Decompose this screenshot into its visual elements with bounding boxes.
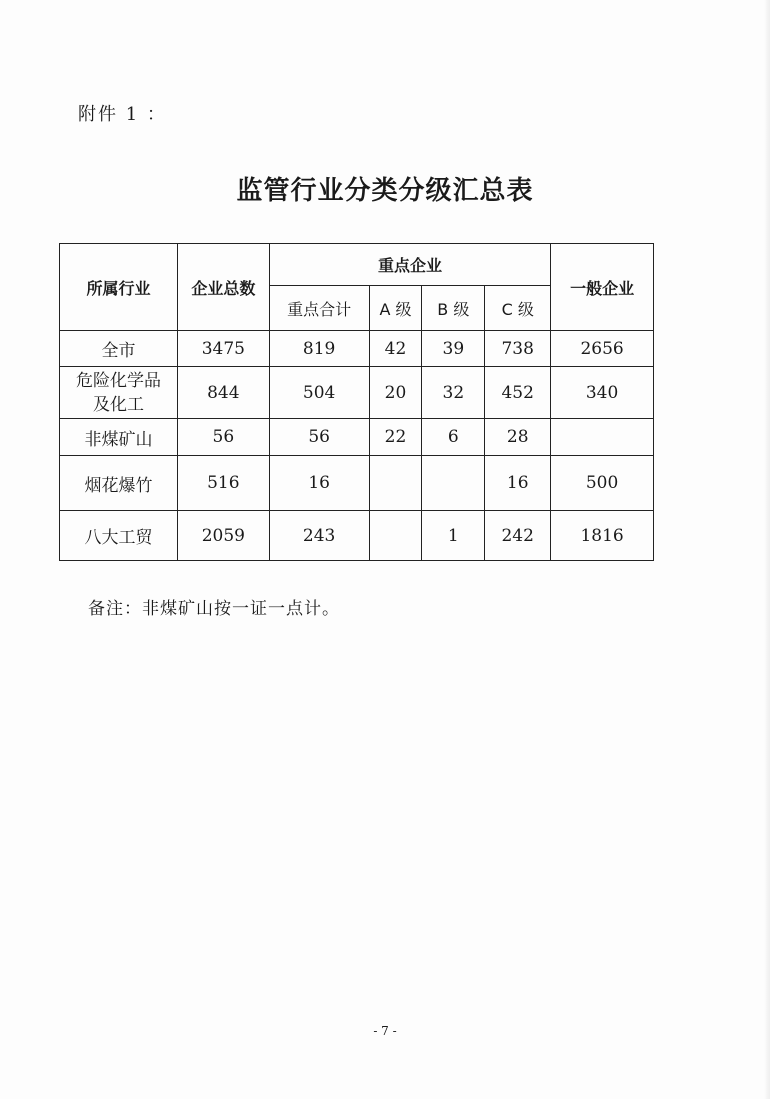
table-row <box>60 511 654 561</box>
header-key-group: 重点企业 <box>269 244 550 286</box>
cell-grade-b: 32 <box>422 367 485 419</box>
footnote: 备注：非煤矿山按一证一点计。 <box>88 599 340 619</box>
cell-grade-c: 28 <box>485 419 551 456</box>
table-row <box>60 456 654 511</box>
cell-general: 2656 <box>551 331 654 367</box>
header-industry: 所属行业 <box>60 244 178 331</box>
cell-industry: 非煤矿山 <box>60 419 178 456</box>
cell-key-total: 16 <box>269 456 369 511</box>
cell-key-total: 504 <box>269 367 369 419</box>
table-row <box>60 419 654 456</box>
cell-grade-a: 20 <box>369 367 422 419</box>
header-key-total: 重点合计 <box>269 286 369 331</box>
cell-general: 1816 <box>551 511 654 561</box>
page-number: - 7 - <box>373 1024 397 1038</box>
cell-grade-c: 242 <box>485 511 551 561</box>
cell-grade-c: 452 <box>485 367 551 419</box>
cell-industry: 全市 <box>60 331 178 367</box>
cell-general: 340 <box>551 367 654 419</box>
cell-key-total: 56 <box>269 419 369 456</box>
cell-grade-a <box>369 456 422 511</box>
header-total: 企业总数 <box>177 244 269 331</box>
header-general: 一般企业 <box>551 244 654 331</box>
cell-grade-c: 738 <box>485 331 551 367</box>
cell-key-total: 819 <box>269 331 369 367</box>
cell-total: 56 <box>177 419 269 456</box>
header-row-1 <box>60 244 654 286</box>
scan-edge-shadow <box>764 0 770 1099</box>
cell-total: 844 <box>177 367 269 419</box>
header-grade-c: C 级 <box>485 286 551 331</box>
header-grade-a: A 级 <box>369 286 422 331</box>
cell-total: 516 <box>177 456 269 511</box>
table-row <box>60 367 654 419</box>
cell-general: 500 <box>551 456 654 511</box>
cell-total: 3475 <box>177 331 269 367</box>
cell-general <box>551 419 654 456</box>
cell-grade-a <box>369 511 422 561</box>
cell-total: 2059 <box>177 511 269 561</box>
attachment-label: 附件 1 ： <box>78 104 167 125</box>
cell-grade-b: 39 <box>422 331 485 367</box>
page-title: 监管行业分类分级汇总表 <box>236 176 534 206</box>
cell-grade-a: 22 <box>369 419 422 456</box>
cell-grade-b: 1 <box>422 511 485 561</box>
cell-industry: 烟花爆竹 <box>60 456 178 511</box>
cell-grade-c: 16 <box>485 456 551 511</box>
industry-name-wrapped: 危险化学品及化工 <box>75 370 161 415</box>
cell-grade-b: 6 <box>422 419 485 456</box>
summary-table <box>59 243 654 561</box>
cell-key-total: 243 <box>269 511 369 561</box>
table-row <box>60 331 654 367</box>
cell-grade-b <box>422 456 485 511</box>
header-grade-b: B 级 <box>422 286 485 331</box>
cell-industry <box>60 367 178 419</box>
cell-industry: 八大工贸 <box>60 511 178 561</box>
cell-grade-a: 42 <box>369 331 422 367</box>
